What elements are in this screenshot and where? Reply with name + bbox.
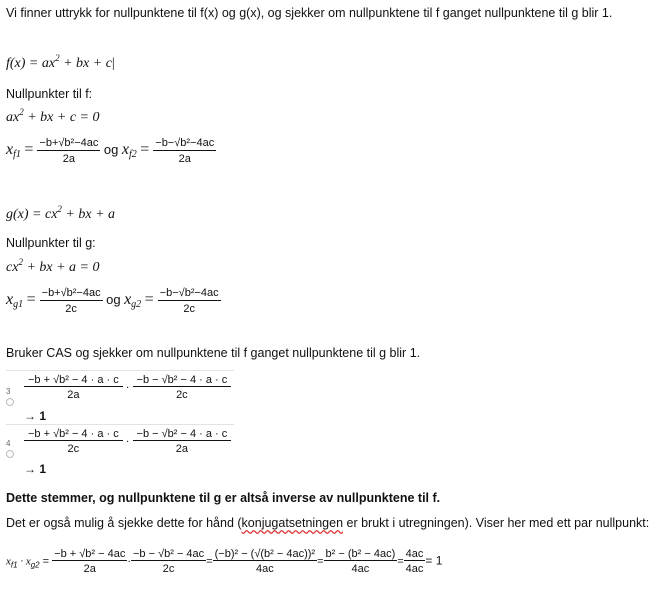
final-f1-num: −b + √b² − 4ac	[54, 548, 126, 560]
cas-intro-text: Bruker CAS og sjekker om nullpunktene til f ganget nullpunktene til g blir 1.	[6, 346, 421, 360]
xf2-denominator: 2a	[178, 153, 191, 165]
spellcheck-word[interactable]: konjugatsetningen	[241, 516, 344, 530]
cas-row-number: 4	[6, 439, 11, 448]
cas-row-3[interactable]	[6, 370, 234, 425]
f-def-rest: + bx + c	[59, 56, 112, 71]
xg2-var: x	[124, 291, 132, 309]
g-roots: $x_{g1}$ = $\frac{\text{−b+√b²−4ac}}{2c}$ og $x_{g2}$ = $\frac{\text{−b−√b²−4ac}}{2c}$	[6, 287, 219, 315]
g-def-lhs: g(x) = cx	[6, 207, 58, 222]
xf1-sub: f1	[13, 149, 21, 161]
final-f4-num: b² − (b² − 4ac)	[325, 548, 396, 560]
xg2-denominator: 2c	[183, 303, 195, 315]
xg1-fraction	[40, 287, 103, 315]
final-f4-den: 4ac	[351, 563, 370, 575]
xg1-numerator: −b+√b²−4ac	[41, 287, 101, 299]
cas-3-den2: 2c	[176, 389, 188, 401]
f-roots: $x_{f1}$ = $\frac{\text{−b+√b²−4ac}}{2a}$ og $x_{f2}$ = $\frac{\text{−b−√b²−4ac}}{2a}$	[6, 137, 215, 165]
cas-row-toggle-icon[interactable]	[6, 450, 14, 458]
cas-input-4[interactable]: $\frac{\text{−b + √b² − 4 · a · c}}{2c}$ · $\frac{\text{−b − √b² − 4 · a · c}}{2a}$	[24, 428, 231, 455]
f-equation: $ax^2$ + bx + c = 0	[6, 107, 100, 125]
final-lhs-sub2: g2	[30, 560, 40, 570]
xf1-numerator: −b+√b²−4ac	[39, 137, 99, 149]
cas-3-num1: −b + √b² − 4 · a · c	[24, 374, 123, 387]
final-lhs-sub1: f1	[10, 560, 18, 570]
final-equation: $x_{f1} \cdot x_{g2}$ = $\frac{\text{−b + √b² − 4ac}}{2a}$ · $\frac{\text{−b − √b² − 4ac}}{2c}$ = $\frac{\text{(−b)² − (√(b² − 4ac))²}}{4ac}$ = $\frac{\text{b² − (b² − 4ac)}}{4ac}$ = $\frac{4ac}{4ac}$ = 1	[6, 548, 443, 575]
final-f2-num: −b − √b² − 4ac	[133, 548, 205, 560]
xg2-numerator: −b−√b²−4ac	[159, 287, 219, 299]
xg2-fraction	[158, 287, 221, 315]
xf2-var: x	[121, 141, 129, 159]
manual-check-text	[6, 516, 649, 530]
final-lhs-x: x	[6, 555, 11, 568]
xf2-numerator: −b−√b²−4ac	[155, 137, 215, 149]
xf1-denominator: 2a	[62, 153, 76, 165]
cas-input-3[interactable]: $\frac{\text{−b + √b² − 4 · a · c}}{2a}$ · $\frac{\text{−b − √b² − 4 · a · c}}{2c}$	[24, 374, 231, 401]
final-lhs-dot: · x	[17, 555, 31, 568]
final-f1-den: 2a	[83, 563, 96, 575]
cas-3-num2: −b − √b² − 4 · a · c	[133, 374, 232, 387]
manual-post: er brukt i utregningen). Viser her med ett par nullpunkt:	[343, 516, 649, 530]
f-definition: $f(x) = ax^2$ + bx + c|	[6, 53, 115, 71]
cas-output-4: → 1	[24, 462, 47, 476]
final-eq-sign: =	[39, 555, 50, 568]
xg1-var: x	[6, 291, 14, 309]
xf1-fraction	[37, 137, 100, 165]
manual-pre: Det er også mulig å sjekke dette for hånd (	[6, 516, 242, 530]
g-equation: $cx^2$ + bx + a = 0	[6, 257, 100, 275]
g-definition: $g(x) = cx^2$ + bx + a	[6, 204, 116, 222]
g-heading: Nullpunkter til g:	[6, 236, 96, 250]
cas-4-den1: 2c	[67, 443, 80, 455]
xg2-sub: g2	[131, 299, 142, 311]
f-def-lhs: f(x) = ax	[6, 56, 56, 71]
cas-row-toggle-icon[interactable]	[6, 398, 14, 406]
final-f3-num: (−b)² − (√(b² − 4ac))²	[214, 548, 316, 560]
xg1-sub: g1	[13, 299, 24, 311]
final-f3-den: 4ac	[255, 563, 274, 575]
cas-output-3: → 1	[24, 409, 47, 423]
xf2-sub: f2	[128, 149, 137, 161]
og-text-g: og	[106, 292, 121, 308]
cas-3-den1: 2a	[67, 389, 80, 401]
og-text-f: og	[103, 142, 119, 158]
final-f5-num: 4ac	[405, 548, 424, 560]
xf1-var: x	[6, 141, 14, 159]
intro-text: Vi finner uttrykk for nullpunktene til f(x) og g(x), og sjekker om nullpunktene til f ganget nullpunktene til g blir 1.	[6, 6, 613, 20]
final-result: = 1	[425, 553, 443, 568]
final-f2-den: 2c	[162, 563, 175, 575]
cas-4-num1: −b + √b² − 4 · a · c	[24, 428, 123, 441]
conclusion-text: Dette stemmer, og nullpunktene til g er altså inverse av nullpunktene til f.	[6, 491, 441, 505]
cas-4-num2: −b − √b² − 4 · a · c	[133, 428, 232, 441]
f-heading: Nullpunkter til f:	[6, 87, 93, 101]
cas-row-number: 3	[6, 387, 11, 396]
f-eq-rest: + bx + c = 0	[23, 110, 100, 125]
cas-row-4[interactable]	[6, 424, 234, 481]
cas-4-den2: 2a	[175, 443, 188, 455]
f-eq-a: ax	[6, 110, 20, 125]
g-eq-rest: + bx + a = 0	[22, 260, 100, 275]
final-f5-den: 4ac	[405, 563, 424, 575]
g-eq-a: cx	[6, 260, 19, 275]
xg1-denominator: 2c	[65, 303, 77, 315]
xf2-fraction	[153, 137, 216, 165]
g-def-rest: + bx + a	[61, 207, 116, 222]
